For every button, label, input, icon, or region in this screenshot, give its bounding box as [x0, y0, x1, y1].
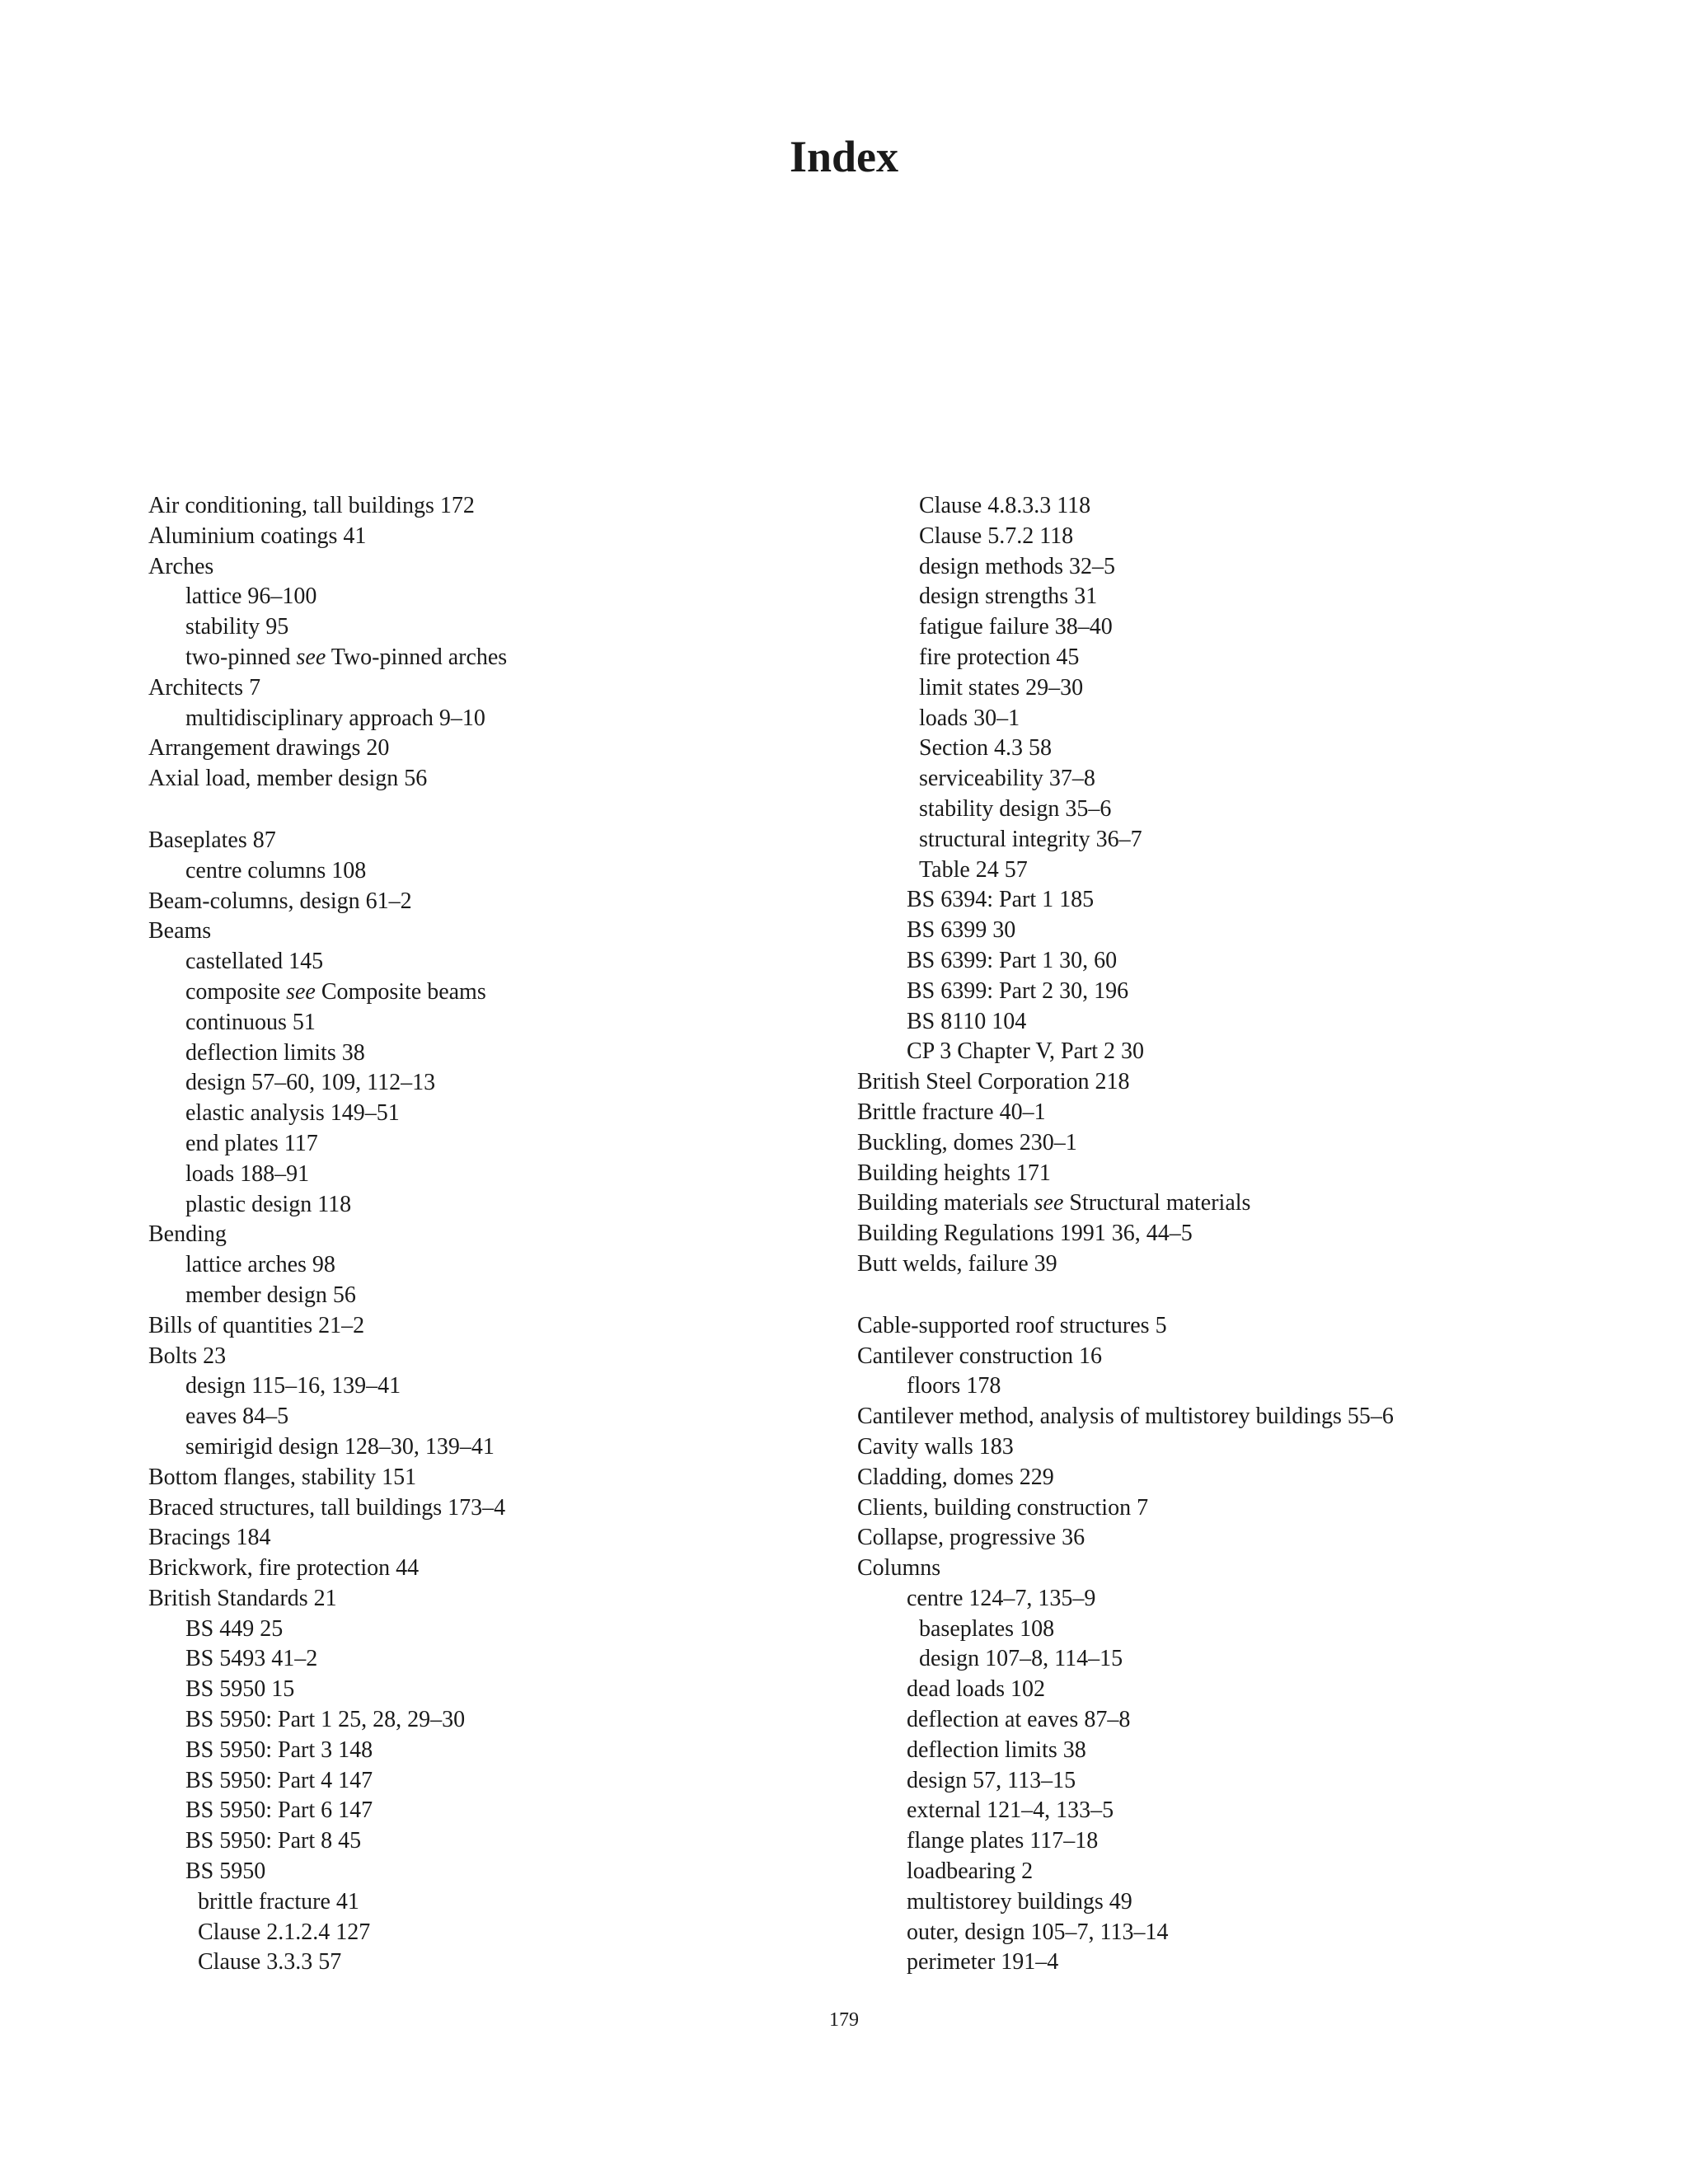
cross-reference-target: Composite beams [315, 978, 486, 1005]
index-heading: Buckling, domes 230–1 [857, 1129, 1077, 1155]
index-subentry: BS 5493 41–2 [185, 1646, 318, 1672]
index-subentry: Clause 2.1.2.4 127 [198, 1919, 371, 1945]
index-subentry: flange plates 117–18 [907, 1828, 1099, 1854]
index-subentry: perimeter 191–4 [907, 1949, 1059, 1975]
index-heading: Cladding, domes 229 [857, 1464, 1054, 1490]
index-heading: Butt welds, failure 39 [857, 1250, 1057, 1277]
entry-text: Building materials [857, 1190, 1034, 1216]
index-heading: Cavity walls 183 [857, 1433, 1014, 1460]
section-gap [857, 1280, 1599, 1311]
index-subentry: BS 5950: Part 1 25, 28, 29–30 [185, 1707, 466, 1733]
index-subentry: design 115–16, 139–41 [185, 1373, 401, 1399]
index-subentry: brittle fracture 41 [198, 1888, 359, 1915]
index-subentry: BS 449 25 [185, 1615, 284, 1642]
index-heading: Building Regulations 1991 36, 44–5 [857, 1221, 1193, 1247]
index-heading: Bills of quantities 21–2 [148, 1312, 365, 1338]
index-subentry: Clause 5.7.2 118 [919, 523, 1074, 549]
index-heading: Collapse, progressive 36 [857, 1525, 1085, 1551]
index-heading: Cantilever construction 16 [857, 1343, 1103, 1369]
entry-text: composite [185, 978, 287, 1005]
see-reference: see [296, 644, 326, 670]
index-subentry: floors 178 [907, 1373, 1001, 1399]
index-subentry: CP 3 Chapter V, Part 2 30 [907, 1038, 1145, 1065]
index-subentry [148, 643, 890, 673]
index-subentry: fire protection 45 [919, 644, 1080, 670]
index-subentry: design strengths 31 [919, 583, 1098, 610]
index-heading: Building heights 171 [857, 1160, 1051, 1186]
index-heading: Architects 7 [148, 674, 261, 701]
index-subentry: Table 24 57 [919, 856, 1028, 883]
index-heading: Bending [148, 1221, 227, 1248]
index-subentry: loadbearing 2 [907, 1858, 1034, 1885]
index-heading: Axial load, member design 56 [148, 766, 428, 792]
index-heading: Beams [148, 918, 212, 944]
index-subentry: serviceability 37–8 [919, 766, 1095, 792]
index-subentry: semirigid design 128–30, 139–41 [185, 1433, 495, 1460]
index-subentry: BS 5950: Part 3 148 [185, 1736, 373, 1763]
index-heading: Aluminium coatings 41 [148, 523, 367, 549]
index-subentry: continuous 51 [185, 1009, 316, 1035]
index-heading: Bottom flanges, stability 151 [148, 1464, 417, 1490]
index-subentry: centre columns 108 [185, 857, 367, 883]
index-heading: Arches [148, 553, 214, 579]
index-subentry: design 57–60, 109, 112–13 [185, 1070, 436, 1096]
index-subentry: fatigue failure 38–40 [919, 614, 1113, 640]
index-subentry: eaves 84–5 [185, 1404, 289, 1430]
index-subentry: BS 5950: Part 4 147 [185, 1767, 373, 1793]
index-subentry: BS 5950 [185, 1858, 266, 1885]
index-heading: British Steel Corporation 218 [857, 1069, 1130, 1095]
index-subentry: Clause 4.8.3.3 118 [919, 493, 1091, 518]
index-subentry: BS 5950 15 [185, 1676, 295, 1703]
index-subentry: BS 6399: Part 1 30, 60 [907, 947, 1118, 973]
index-heading: Air conditioning, tall buildings 172 [148, 493, 475, 518]
index-heading: Braced structures, tall buildings 173–4 [148, 1494, 506, 1521]
index-subentry: limit states 29–30 [919, 674, 1084, 701]
index-subentry: design 107–8, 114–15 [919, 1646, 1123, 1672]
index-subentry: member design 56 [185, 1282, 356, 1308]
index-subentry: deflection limits 38 [185, 1039, 365, 1066]
section-gap [148, 794, 890, 826]
index-subentry: BS 6394: Part 1 185 [907, 887, 1095, 913]
index-heading: Beam-columns, design 61–2 [148, 888, 412, 914]
index-subentry: multistorey buildings 49 [907, 1888, 1132, 1915]
index-heading: Bracings 184 [148, 1525, 271, 1551]
index-subentry: multidisciplinary approach 9–10 [185, 705, 485, 731]
index-heading: Baseplates 87 [148, 827, 276, 853]
index-heading: Arrangement drawings 20 [148, 735, 390, 762]
cross-reference-target: Two-pinned arches [326, 644, 508, 670]
index-subentry: castellated 145 [185, 949, 324, 975]
index-subentry: loads 188–91 [185, 1160, 310, 1187]
index-column-left [148, 491, 890, 1978]
index-subentry: Section 4.3 58 [919, 735, 1052, 762]
index-subentry: BS 5950: Part 8 45 [185, 1828, 362, 1854]
index-heading [857, 1188, 1599, 1219]
index-heading: Brickwork, fire protection 44 [148, 1555, 420, 1582]
index-subentry: BS 8110 104 [907, 1008, 1027, 1034]
index-subentry: lattice arches 98 [185, 1252, 335, 1278]
index-column-right [857, 491, 1599, 1978]
index-heading: Columns [857, 1555, 941, 1582]
index-subentry: design 57, 113–15 [907, 1767, 1076, 1793]
index-subentry: centre 124–7, 135–9 [907, 1585, 1096, 1611]
index-subentry: deflection at eaves 87–8 [907, 1707, 1131, 1733]
index-subentry: design methods 32–5 [919, 553, 1115, 579]
index-subentry: lattice 96–100 [185, 583, 317, 610]
index-subentry [148, 977, 890, 1008]
entry-text: two-pinned [185, 644, 297, 670]
index-subentry: outer, design 105–7, 113–14 [907, 1919, 1169, 1945]
page-number: 179 [829, 2009, 859, 2031]
index-subentry: baseplates 108 [919, 1615, 1055, 1642]
index-subentry: BS 5950: Part 6 147 [185, 1797, 373, 1824]
index-subentry: dead loads 102 [907, 1676, 1045, 1703]
see-reference: see [1034, 1190, 1064, 1216]
cross-reference-target: Structural materials [1063, 1190, 1251, 1216]
page-title: Index [789, 132, 899, 181]
index-subentry: stability design 35–6 [919, 795, 1112, 822]
index-subentry: BS 6399 30 [907, 917, 1016, 944]
index-heading: Brittle fracture 40–1 [857, 1099, 1046, 1125]
index-subentry: stability 95 [185, 614, 289, 640]
index-subentry: plastic design 118 [185, 1191, 352, 1217]
index-heading: British Standards 21 [148, 1585, 337, 1611]
index-subentry: end plates 117 [185, 1130, 318, 1156]
index-subentry: structural integrity 36–7 [919, 826, 1142, 852]
index-heading: Bolts 23 [148, 1343, 227, 1369]
index-subentry: BS 6399: Part 2 30, 196 [907, 977, 1129, 1004]
see-reference: see [286, 978, 316, 1005]
index-heading: Clients, building construction 7 [857, 1494, 1149, 1521]
index-subentry: Clause 3.3.3 57 [198, 1949, 342, 1975]
index-heading: Cable-supported roof structures 5 [857, 1312, 1167, 1338]
index-subentry: external 121–4, 133–5 [907, 1797, 1114, 1824]
index-heading: Cantilever method, analysis of multistorey buildings 55–6 [857, 1404, 1394, 1430]
index-subentry: deflection limits 38 [907, 1736, 1086, 1763]
index-subentry: elastic analysis 149–51 [185, 1100, 400, 1127]
index-subentry: loads 30–1 [919, 705, 1020, 731]
